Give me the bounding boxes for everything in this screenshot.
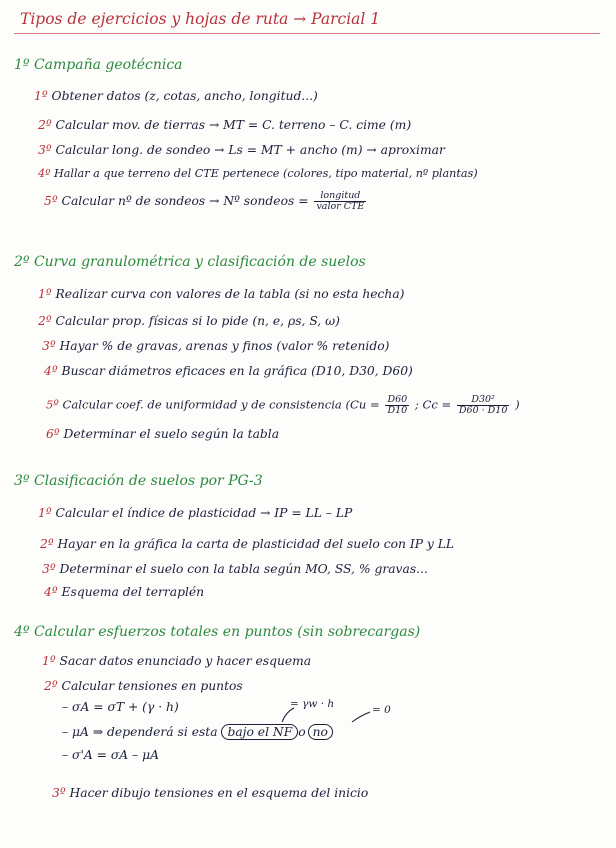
s2-step-1: 1º Realizar curva con valores de la tabla (si no esta hecha) bbox=[38, 287, 405, 301]
s1-step-1: 1º Obtener datos (z, cotas, ancho, longitud...) bbox=[34, 89, 318, 103]
s1-step-5: 5º Calcular nº de sondeos → Nº sondeos = $\frac{\text{longitud}}{\text{valor CTE}}$ bbox=[44, 190, 365, 212]
annotation-gamma-w: = γw · h bbox=[290, 698, 335, 710]
cu-fraction: $\frac{D60}{D10}$ bbox=[387, 394, 408, 416]
s1-step-2: 2º Calcular mov. de tierras → MT = C. terreno – C. cime (m) bbox=[38, 118, 412, 132]
s4-step-1: 1º Sacar datos enunciado y hacer esquema bbox=[42, 654, 312, 668]
circled-bajo-nf: bajo el NF bbox=[221, 724, 298, 740]
cc-fraction: $\frac{\text{D30²}}{D60 \cdot D10}$ bbox=[458, 394, 508, 416]
s2-step-2: 2º Calcular prop. físicas si lo pide (n, e, ρs, S, ω) bbox=[38, 314, 340, 328]
formula-mu-a: – μA ⇒ dependerá si esta bajo el NF o no bbox=[62, 724, 333, 740]
s3-step-4: 4º Esquema del terraplén bbox=[44, 585, 205, 599]
annotation-zero: = 0 bbox=[372, 704, 391, 716]
s2-step-4: 4º Buscar diámetros eficaces en la gráfica (D10, D30, D60) bbox=[44, 364, 413, 378]
s1-step-3: 3º Calcular long. de sondeo → Ls = MT + ancho (m) → aproximar bbox=[38, 143, 445, 157]
section-4-heading: 4º Calcular esfuerzos totales en puntos (sin sobrecargas) bbox=[14, 624, 421, 640]
s2-step-5: 5º Calcular coef. de uniformidad y de consistencia (Cu = $\frac{D60}{D10}$ ; Cc = $\frac{\text{D30²}}{D60 \cdot D10}$ ) bbox=[46, 394, 520, 416]
section-1-heading: 1º Campaña geotécnica bbox=[14, 57, 183, 73]
s3-step-3: 3º Determinar el suelo con la tabla según MO, SS, % gravas... bbox=[42, 562, 428, 576]
formula-sigma-eff: – σ'A = σA – μA bbox=[62, 748, 159, 762]
sondeos-fraction: $\frac{\text{longitud}}{\text{valor CTE}}$ bbox=[316, 190, 365, 212]
circled-no: no bbox=[308, 724, 333, 740]
page-title: Tipos de ejercicios y hojas de ruta → Parcial 1 bbox=[20, 10, 381, 28]
s2-step-3: 3º Hayar % de gravas, arenas y finos (valor % retenido) bbox=[42, 339, 390, 353]
s4-step-3: 3º Hacer dibujo tensiones en el esquema del inicio bbox=[52, 786, 369, 800]
s1-step-4: 4º Hallar a que terreno del CTE pertenece (colores, tipo material, nº plantas) bbox=[38, 167, 478, 180]
s2-step-6: 6º Determinar el suelo según la tabla bbox=[46, 427, 280, 441]
formula-sigma-a: – σA = σT + (γ · h) bbox=[62, 700, 179, 714]
section-3-heading: 3º Clasificación de suelos por PG-3 bbox=[14, 473, 263, 489]
s3-step-1: 1º Calcular el índice de plasticidad → IP = LL – LP bbox=[38, 506, 353, 520]
title-underline bbox=[14, 33, 600, 34]
section-2-heading: 2º Curva granulométrica y clasificación de suelos bbox=[14, 254, 366, 270]
s4-step-2: 2º Calcular tensiones en puntos bbox=[44, 679, 243, 693]
s3-step-2: 2º Hayar en la gráfica la carta de plasticidad del suelo con IP y LL bbox=[40, 537, 455, 551]
